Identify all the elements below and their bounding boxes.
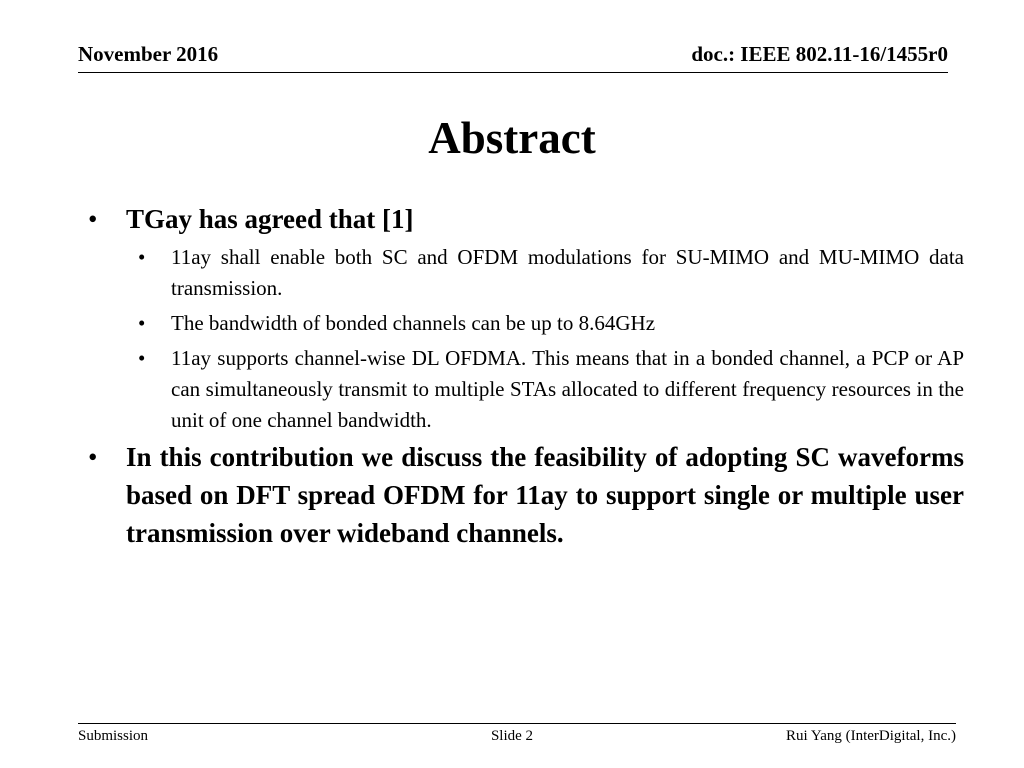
bullet-text: TGay has agreed that [1] — [126, 204, 414, 234]
sub-bullet-icon: • — [138, 245, 146, 269]
bullet-icon: • — [88, 204, 98, 234]
sub-bullet-icon: • — [138, 346, 146, 370]
slide-title: Abstract — [428, 113, 596, 163]
bullet-icon: • — [88, 442, 98, 472]
sub-bullet-item — [138, 308, 964, 339]
header-date: November 2016 — [78, 42, 219, 66]
sub-bullet-text: The bandwidth of bonded channels can be up to 8.64GHz — [171, 311, 656, 335]
bullet-item — [88, 438, 964, 552]
sub-bullet-text: 11ay shall enable both SC and OFDM modulations for SU-MIMO and MU-MIMO data transmission. — [171, 245, 964, 300]
footer-submission: Submission — [78, 728, 149, 744]
slide-header — [78, 42, 948, 73]
sub-bullet-text: 11ay supports channel-wise DL OFDMA. This means that in a bonded channel, a PCP or AP can simultaneously transmit to multiple STAs allocated to different frequency resources in the unit of one channel bandwidth. — [171, 346, 964, 432]
header-doc-id: doc.: IEEE 802.11-16/1455r0 — [691, 42, 948, 66]
sub-bullet-icon: • — [138, 311, 146, 335]
slide-body — [88, 200, 964, 552]
footer-author: Rui Yang (InterDigital, Inc.) — [786, 728, 956, 744]
bullet-text: In this contribution we discuss the feasibility of adopting SC waveforms based on DFT spread OFDM for 11ay to support single or multiple user transmission over wideband channels. — [126, 442, 964, 548]
footer-divider — [78, 723, 956, 724]
footer-slide-number: Slide 2 — [490, 728, 534, 744]
bullet-item — [88, 200, 964, 238]
sub-bullet-item — [138, 242, 964, 304]
sub-bullet-item — [138, 343, 964, 436]
